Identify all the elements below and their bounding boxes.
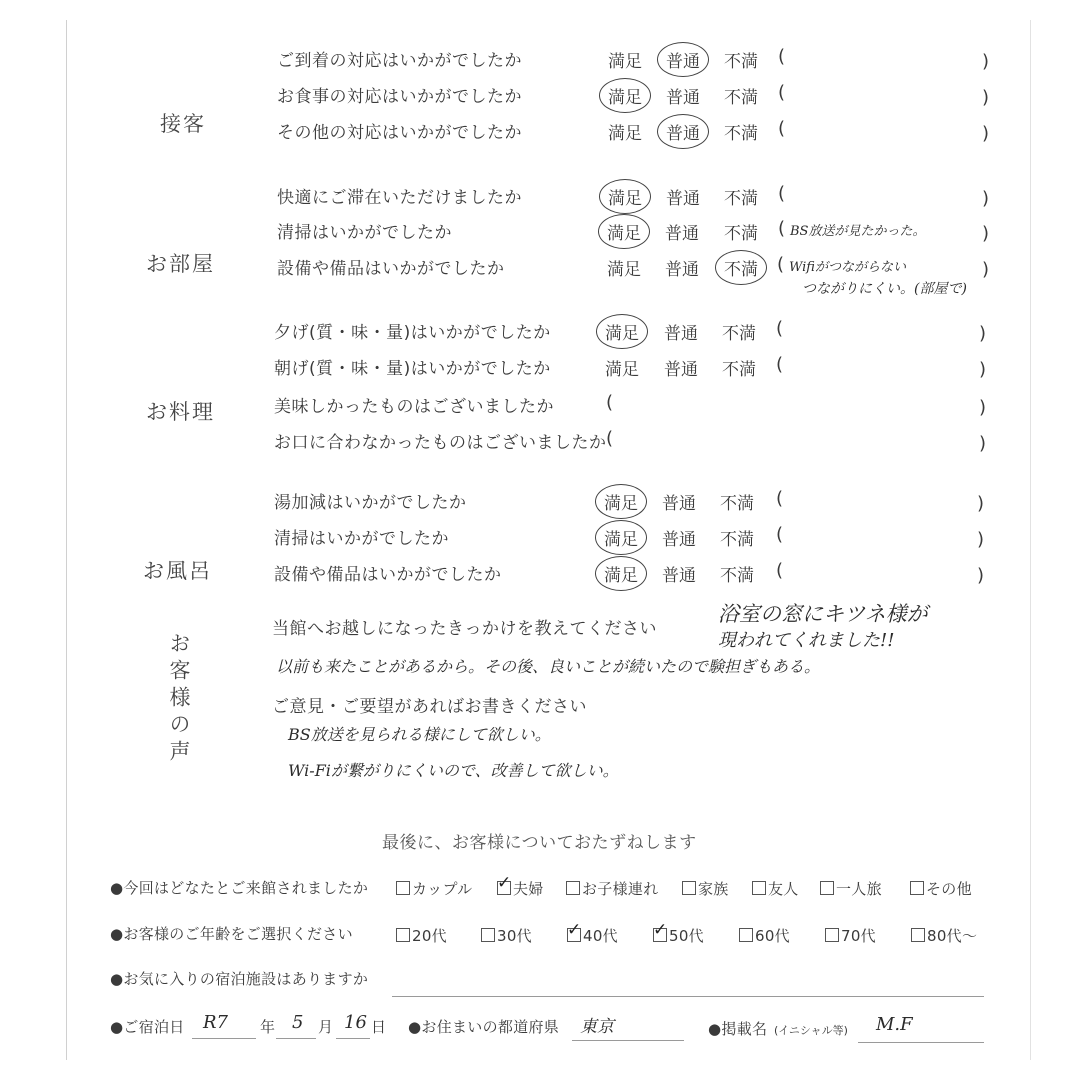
checkbox-option[interactable] xyxy=(396,925,447,946)
checkbox-option[interactable] xyxy=(481,925,532,946)
checkbox[interactable] xyxy=(396,928,410,942)
checkbox-label: その他 xyxy=(926,880,972,898)
comment-close-paren: ) xyxy=(977,493,985,514)
option-normal[interactable]: 普通 xyxy=(662,530,696,550)
question-text: 夕げ(質・味・量)はいかがでしたか xyxy=(274,323,551,343)
checkbox-option[interactable] xyxy=(820,878,882,899)
option-normal[interactable]: 普通 xyxy=(666,189,700,209)
option-dissatisfied[interactable]: 不満 xyxy=(724,52,758,72)
stay-era-line[interactable] xyxy=(192,1038,256,1039)
option-satisfied[interactable]: 満足 xyxy=(595,556,647,591)
checkbox-label: 30代 xyxy=(497,927,532,945)
comment-open-paren: ( xyxy=(778,218,786,239)
room-extra-comment: つながりにくい。(部屋で) xyxy=(802,281,967,297)
checkbox-option[interactable] xyxy=(396,878,472,899)
display-name-value: M.F xyxy=(876,1014,913,1035)
comment-open-paren: ( xyxy=(778,46,786,67)
comment-open-paren: ( xyxy=(778,118,786,139)
comment-open-paren: ( xyxy=(776,318,784,339)
checkbox-label: 70代 xyxy=(841,927,876,945)
comment-close-paren: ) xyxy=(979,397,987,418)
comment-close-paren: ) xyxy=(979,323,987,344)
comment-text[interactable]: BS放送が見たかった。 xyxy=(790,224,926,239)
year-label: 年 xyxy=(260,1018,276,1036)
day-label: 日 xyxy=(371,1018,387,1036)
checkbox-label: お子様連れ xyxy=(582,880,659,898)
comment-open-paren: ( xyxy=(776,524,784,545)
question-text: 朝げ(質・味・量)はいかがでしたか xyxy=(274,359,551,379)
option-dissatisfied[interactable]: 不満 xyxy=(720,494,754,514)
checkbox[interactable] xyxy=(752,881,766,895)
checkbox-option[interactable] xyxy=(825,925,876,946)
checkbox-option[interactable] xyxy=(682,878,729,899)
left-margin-line xyxy=(66,20,67,1060)
comment-close-paren: ) xyxy=(982,87,990,108)
category-service: 接客 xyxy=(160,112,206,136)
option-normal[interactable]: 普通 xyxy=(662,566,696,586)
checkbox-option[interactable] xyxy=(566,878,659,899)
option-dissatisfied[interactable]: 不満 xyxy=(720,530,754,550)
comment-close-paren: ) xyxy=(977,565,985,586)
comment-close-paren: ) xyxy=(982,51,990,72)
checkbox[interactable] xyxy=(396,881,410,895)
option-satisfied[interactable]: 満足 xyxy=(607,260,641,280)
option-satisfied[interactable]: 満足 xyxy=(608,52,642,72)
checkbox[interactable] xyxy=(566,881,580,895)
opinion-question: ご意見・ご要望があればお書きください xyxy=(272,697,587,717)
option-normal[interactable]: 普通 xyxy=(665,224,699,244)
favorite-answer-line[interactable] xyxy=(392,996,984,997)
trigger-answer-line2: 現われてくれました!! xyxy=(718,630,895,651)
prefecture-value: 東京 xyxy=(580,1017,614,1037)
comment-close-paren: ) xyxy=(982,188,990,209)
checkbox-label: 夫婦 xyxy=(513,880,544,898)
right-margin-line xyxy=(1030,20,1031,1060)
month-label: 月 xyxy=(318,1018,334,1036)
stay-month: 5 xyxy=(292,1012,304,1033)
question-text: 湯加減はいかがでしたか xyxy=(274,493,467,513)
stay-date-label: ●ご宿泊日 xyxy=(110,1018,185,1036)
comment-open-paren: ( xyxy=(776,560,784,581)
option-satisfied[interactable]: 満足 xyxy=(599,78,651,113)
option-normal[interactable]: 普通 xyxy=(657,42,709,77)
checkbox-label: カップル xyxy=(412,880,473,898)
question-text: 清掃はいかがでしたか xyxy=(277,223,452,243)
comment-open-paren: ( xyxy=(777,254,785,275)
opinion-answer-line1: BS放送を見られる様にして欲しい。 xyxy=(288,725,551,744)
question-text: 設備や備品はいかがでしたか xyxy=(277,259,505,279)
stay-era: R7 xyxy=(203,1012,229,1033)
display-name-line[interactable] xyxy=(858,1042,984,1043)
option-dissatisfied[interactable]: 不満 xyxy=(724,224,758,244)
option-normal[interactable]: 普通 xyxy=(657,114,709,149)
stay-month-line[interactable] xyxy=(276,1038,316,1039)
trigger-answer-line1: 浴室の窓にキツネ様が xyxy=(718,602,928,626)
checkbox-option[interactable] xyxy=(752,878,799,899)
checkbox-option[interactable] xyxy=(497,878,544,899)
comment-close-paren: ) xyxy=(982,259,990,280)
comment-open-paren: ( xyxy=(776,354,784,375)
comment-open-paren: ( xyxy=(776,488,784,509)
trigger-answer-line3: 以前も来たことがあるから。その後、良いことが続いたので験担ぎもある。 xyxy=(276,657,821,676)
option-normal[interactable]: 普通 xyxy=(665,260,699,280)
display-name-label: ●掲載名 xyxy=(708,1020,768,1038)
checkbox[interactable] xyxy=(825,928,839,942)
checkbox-label: 20代 xyxy=(412,927,447,945)
option-satisfied[interactable]: 満足 xyxy=(605,360,639,380)
checkbox[interactable] xyxy=(911,928,925,942)
option-satisfied[interactable]: 満足 xyxy=(596,314,648,349)
comment-open-paren: ( xyxy=(778,82,786,103)
question-text: ご到着の対応はいかがでしたか xyxy=(277,51,522,71)
final-heading: 最後に、お客様についておたずねします xyxy=(382,833,697,853)
checkbox-option[interactable] xyxy=(911,925,977,946)
checkbox[interactable] xyxy=(497,881,511,895)
comment-close-paren: ) xyxy=(982,123,990,144)
comment-close-paren: ) xyxy=(979,433,987,454)
checkbox-label: 50代 xyxy=(669,927,704,945)
checkbox[interactable] xyxy=(682,881,696,895)
option-satisfied[interactable]: 満足 xyxy=(595,484,647,519)
option-satisfied[interactable]: 満足 xyxy=(608,124,642,144)
checkbox-label: 家族 xyxy=(698,880,729,898)
option-dissatisfied[interactable]: 不満 xyxy=(720,566,754,586)
option-dissatisfied[interactable]: 不満 xyxy=(724,189,758,209)
option-dissatisfied[interactable]: 不満 xyxy=(715,250,767,285)
display-name-note: (イニシャル等) xyxy=(774,1024,848,1037)
checkbox-option[interactable] xyxy=(567,925,618,946)
comment-close-paren: ) xyxy=(982,223,990,244)
checkbox[interactable] xyxy=(653,928,667,942)
checkbox-label: 一人旅 xyxy=(836,880,882,898)
option-dissatisfied[interactable]: 不満 xyxy=(724,88,758,108)
option-normal[interactable]: 普通 xyxy=(662,494,696,514)
option-dissatisfied[interactable]: 不満 xyxy=(724,124,758,144)
age-question: ●お客様のご年齢をご選択ください xyxy=(110,925,353,943)
favorite-question: ●お気に入りの宿泊施設はありますか xyxy=(110,970,369,988)
question-text: 快適にご滞在いただけましたか xyxy=(277,188,522,208)
question-text: その他の対応はいかがでしたか xyxy=(277,123,522,143)
comment-close-paren: ) xyxy=(977,529,985,550)
prefecture-line[interactable] xyxy=(572,1040,684,1041)
checkbox-label: 60代 xyxy=(755,927,790,945)
category-bath: お風呂 xyxy=(143,559,212,583)
stay-day-line[interactable] xyxy=(336,1038,370,1039)
category-voice: お客様の声 xyxy=(167,632,191,767)
category-room: お部屋 xyxy=(146,252,215,276)
comment-open-paren: ( xyxy=(606,392,614,413)
checkbox-label: 友人 xyxy=(768,880,799,898)
question-text: 設備や備品はいかがでしたか xyxy=(274,565,502,585)
option-satisfied[interactable]: 満足 xyxy=(599,179,651,214)
option-satisfied[interactable]: 満足 xyxy=(595,520,647,555)
option-dissatisfied[interactable]: 不満 xyxy=(722,324,756,344)
checkbox-label: 40代 xyxy=(583,927,618,945)
checkbox[interactable] xyxy=(910,881,924,895)
trigger-question: 当館へお越しになったきっかけを教えてください xyxy=(272,619,657,639)
checkbox-option[interactable] xyxy=(653,925,704,946)
checkbox-label: 80代〜 xyxy=(927,927,978,945)
question-text: お口に合わなかったものはございましたか xyxy=(274,433,607,453)
prefecture-label: ●お住まいの都道府県 xyxy=(408,1018,560,1036)
checkbox[interactable] xyxy=(481,928,495,942)
companion-question: ●今回はどなたとご来館されましたか xyxy=(110,879,369,897)
stay-day: 16 xyxy=(344,1012,367,1033)
option-satisfied[interactable]: 満足 xyxy=(598,214,650,249)
comment-close-paren: ) xyxy=(979,359,987,380)
comment-open-paren: ( xyxy=(606,428,614,449)
checkbox[interactable] xyxy=(820,881,834,895)
checkbox-option[interactable] xyxy=(739,925,790,946)
checkbox-option[interactable] xyxy=(910,878,972,899)
option-normal[interactable]: 普通 xyxy=(664,360,698,380)
comment-text[interactable]: Wifiがつながらない xyxy=(789,260,906,275)
question-text: 美味しかったものはございましたか xyxy=(274,397,554,417)
option-normal[interactable]: 普通 xyxy=(666,88,700,108)
opinion-answer-line2: Wi-Fiが繋がりにくいので、改善して欲しい。 xyxy=(288,761,619,780)
question-text: 清掃はいかがでしたか xyxy=(274,529,449,549)
checkbox[interactable] xyxy=(739,928,753,942)
comment-open-paren: ( xyxy=(778,183,786,204)
option-dissatisfied[interactable]: 不満 xyxy=(722,360,756,380)
category-cuisine: お料理 xyxy=(146,400,215,424)
checkbox[interactable] xyxy=(567,928,581,942)
question-text: お食事の対応はいかがでしたか xyxy=(277,87,522,107)
option-normal[interactable]: 普通 xyxy=(664,324,698,344)
